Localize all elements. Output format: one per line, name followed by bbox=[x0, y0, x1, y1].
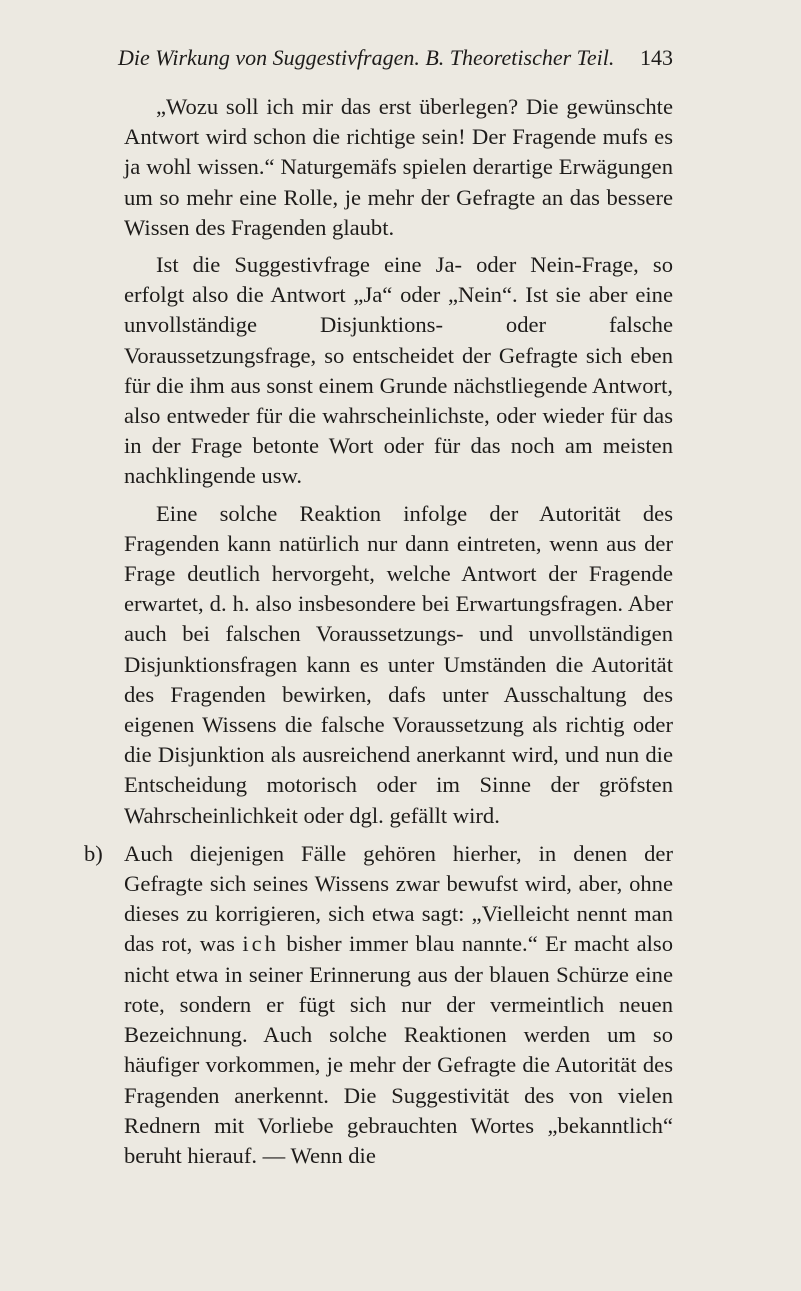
item-text bbox=[124, 839, 673, 1171]
body-text bbox=[84, 92, 673, 1171]
page-number: 143 bbox=[640, 45, 673, 70]
paragraph: Ist die Suggestivfrage eine Ja- oder Nein-Frage, so erfolgt also die Antwort „Ja“ oder „Nein“. Ist sie aber eine unvollständige Disjunktions- oder falsche Voraussetzungsfrage, so entscheidet der Gefragte sich eben für die ihm aus sonst einem Grunde nächstliegende Antwort, also entweder für die wahrscheinlichste, oder wieder für das in der Frage betonte Wort oder für das noch am meisten nachklingende usw. bbox=[124, 252, 673, 489]
paragraph: „Wozu soll ich mir das erst überlegen? Die gewünschte Antwort wird schon die richtige sein! Der Fragende mufs es ja wohl wissen.“ Naturgemäfs spielen derartige Erwägungen um so mehr eine Rolle, je mehr der Gefragte an das bessere Wissen des Fragenden glaubt. bbox=[124, 94, 673, 240]
item-label: b) bbox=[84, 840, 103, 866]
running-title: Die Wirkung von Suggestivfragen. B. Theoretischer Teil. bbox=[118, 45, 615, 70]
running-head bbox=[118, 40, 673, 76]
paragraph: Eine solche Reaktion infolge der Autorität des Fragenden kann natürlich nur dann eintreten, wenn aus der Frage deutlich hervorgeht, welche Antwort der Fragende erwartet, d. h. also insbesondere bei Erwartungsfragen. Aber auch bei falschen Voraussetzungs- und unvollständigen Disjunktionsfragen kann es unter Umständen die Autorität des Fragenden bewirken, dafs unter Ausschaltung des eigenen Wissens die falsche Voraussetzung als richtig oder die Disjunktion als ausreichend anerkannt wird, und nun die Entscheidung motorisch oder im Sinne der gröfsten Wahrscheinlichkeit oder dgl. gefällt wird. bbox=[124, 500, 673, 828]
list-item-b bbox=[84, 839, 673, 1171]
emphasized-word: ich bbox=[242, 931, 279, 957]
item-text-part: Auch diejenigen Fälle gehören hierher, in denen der Gefragte sich seines Wissens zwar bewufst wird, aber, ohne dieses zu korrigieren, sich etwa sagt: „Vielleicht nennt man das rot, was bbox=[124, 840, 673, 957]
item-text-part: bisher immer blau nannte.“ Er macht also nicht etwa in seiner Erinnerung aus der blauen Schürze eine rote, sondern er fügt sich nur der vermeintlich neuen Bezeichnung. Auch solche Reaktionen werden um so häufiger vorkommen, je mehr der Gefragte die Autorität des Fragenden anerkennt. Die Suggestivität des von vielen Rednern mit Vorliebe gebrauchten Wortes „bekanntlich“ beruht hierauf. — Wenn die bbox=[124, 931, 673, 1168]
